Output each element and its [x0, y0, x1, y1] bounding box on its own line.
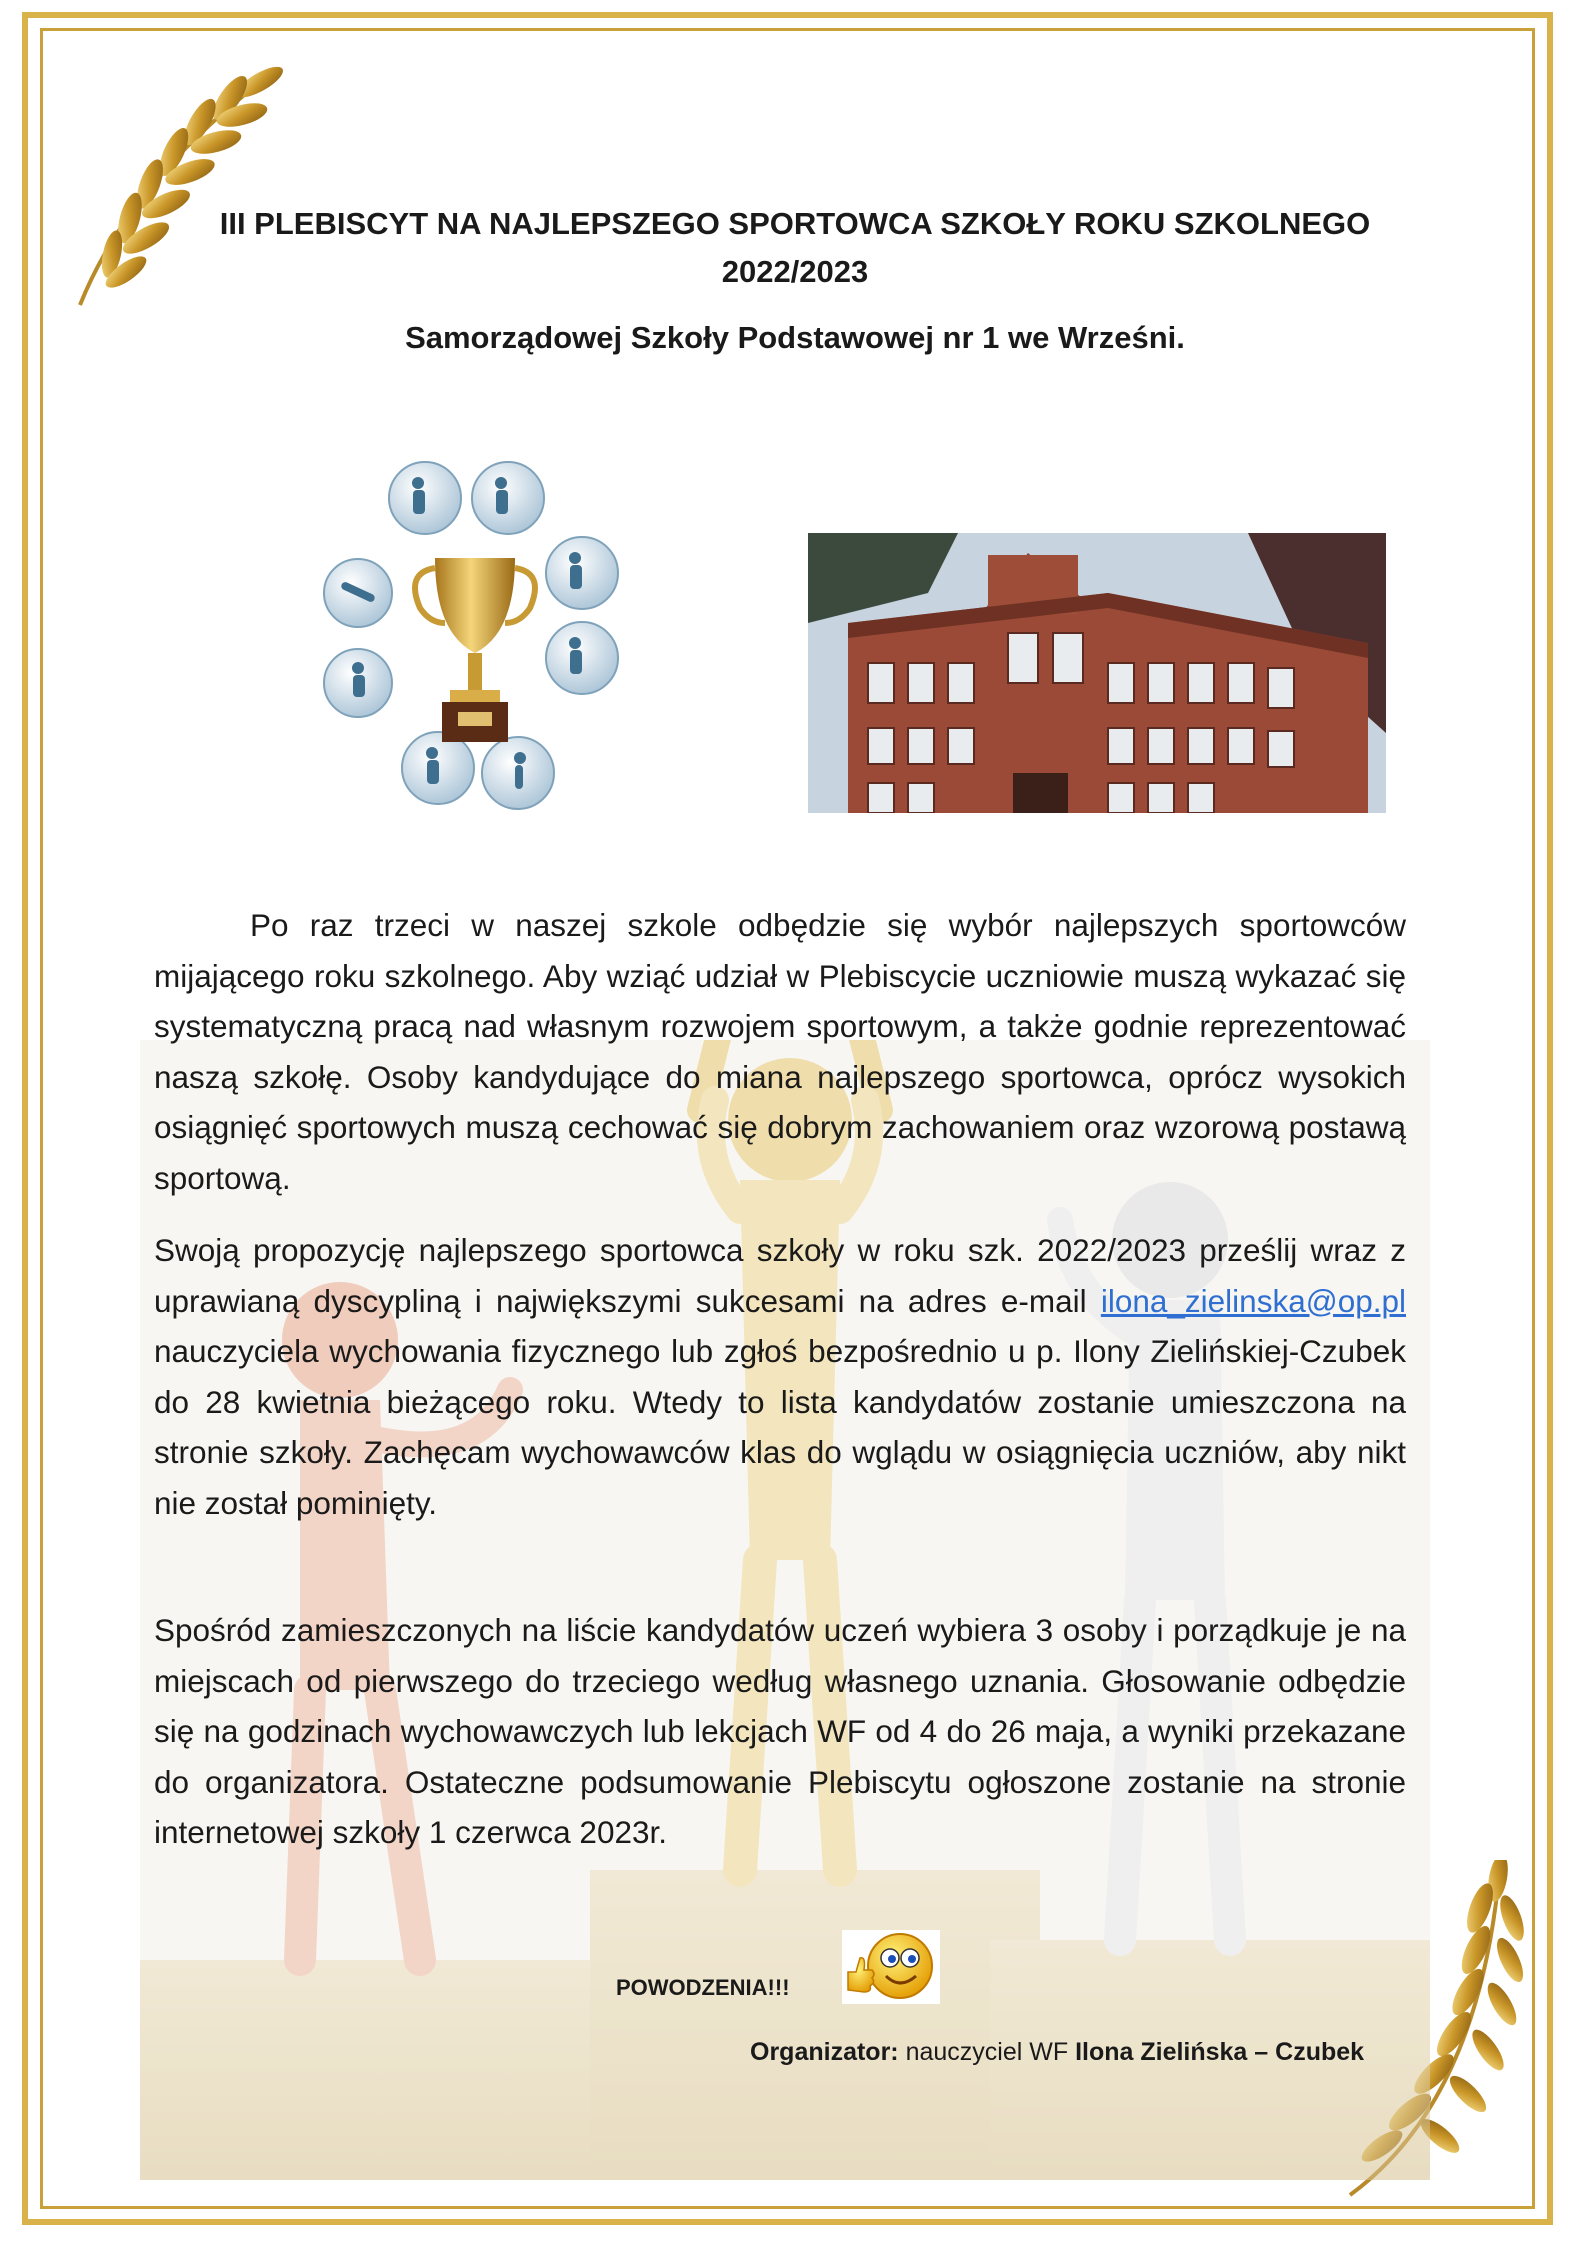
- title-line-2: 2022/2023: [721, 254, 869, 289]
- paragraph-voting: Spośród zamieszczonych na liście kandydatów uczeń wybiera 3 osoby i porządkuje je na miejscach od pierwszego do trzeciego według własnego uznania. Głosowanie odbędzie się na godzinach wychowawczych lub lekcjach WF od 4 do 26 maja, a wyniki przekazane do organizatora. Ostateczne podsumowanie Plebiscytu ogłoszone zostanie na stronie internetowej szkoły 1 czerwca 2023r.: [154, 1612, 1406, 1850]
- page-title: [150, 200, 1440, 296]
- paragraph-intro: Po raz trzeci w naszej szkole odbędzie się wybór najlepszych sportowców mijającego roku szkolnego. Aby wziąć udział w Plebiscycie uczniowie muszą wykazać się systematyczną pracą nad własnym rozwojem sportowym, a także godnie reprezentować naszą szkołę. Osoby kandydujące do miana najlepszego sportowca, oprócz wysokich osiągnięć sportowych muszą cechować się dobrym zachowaniem oraz wzorową postawą sportową.: [154, 907, 1406, 1196]
- organizer-label: Organizator:: [750, 2038, 899, 2066]
- school-building-photo: [808, 533, 1386, 813]
- page-subtitle: Samorządowej Szkoły Podstawowej nr 1 we Wrześni.: [405, 320, 1185, 355]
- good-luck-text: POWODZENIA!!!: [616, 1975, 790, 2000]
- organizer-line: [750, 2038, 1364, 2067]
- organizer-name: Ilona Zielińska – Czubek: [1075, 2038, 1365, 2066]
- thumbs-up-smiley-icon: [842, 1930, 940, 2004]
- trophy-with-sport-icons: [320, 458, 630, 816]
- organizer-role: nauczyciel WF: [898, 2038, 1076, 2066]
- paragraph-submission-start: Swoją propozycję najlepszego sportowca szkoły w roku szk. 2022/2023 prześlij wraz z uprawianą dyscypliną i największymi sukcesami na adres e-mail: [154, 1232, 1406, 1319]
- email-link[interactable]: ilona_zielinska@op.pl: [1100, 1282, 1406, 1319]
- title-line-1: III PLEBISCYT NA NAJLEPSZEGO SPORTOWCA SZKOŁY ROKU SZKOLNEGO: [219, 206, 1371, 241]
- paragraph-submission: [154, 1225, 1406, 1528]
- paragraph-submission-end: nauczyciela wychowania fizycznego lub zgłoś bezpośrednio u p. Ilony Zielińskiej-Czubek do 28 kwietnia bieżącego roku. Wtedy to lista kandydatów zostanie umieszczona na stronie szkoły. Zachęcam wychowawców klas do wglądu w osiągnięcia uczniów, aby nikt nie został pominięty.: [154, 1333, 1406, 1521]
